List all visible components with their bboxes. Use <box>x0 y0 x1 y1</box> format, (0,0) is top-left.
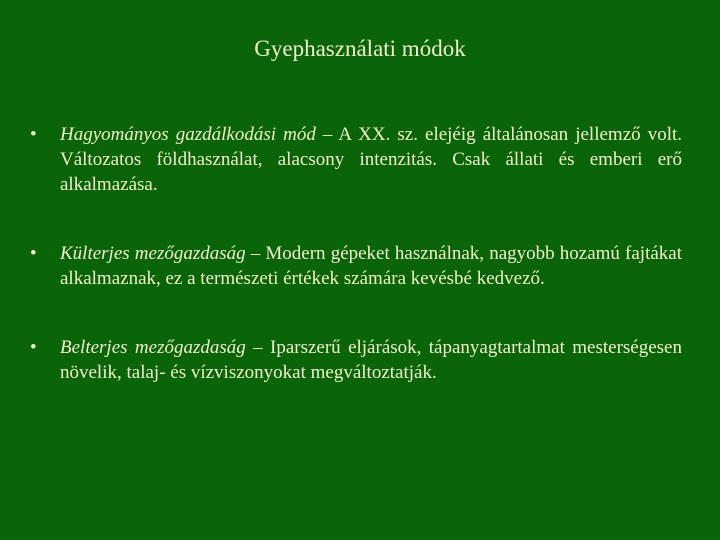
bullet-marker: • <box>30 243 37 264</box>
bullet-text: – A XX. sz. elejéig általánosan jellemző volt. Változatos földhasználat, alacsony intenzitás. Csak állati és emberi erő alkalmazása. <box>60 124 683 195</box>
bullet-text: – Iparszerű eljárások, tápanyagtartalmat mesterségesen növelik, talaj- és vízviszonyokat megváltoztatják. <box>60 337 682 383</box>
bullet-item-traditional <box>30 122 682 197</box>
bullet-list <box>30 122 682 429</box>
bullet-marker: • <box>30 337 37 358</box>
bullet-term: Külterjes mezőgazdaság <box>60 243 246 264</box>
bullet-item-intensive <box>30 335 682 385</box>
bullet-term: Belterjes mezőgazdaság <box>60 337 246 358</box>
bullet-item-extensive <box>30 241 682 291</box>
bullet-text: – Modern gépeket használnak, nagyobb hozamú fajtákat alkalmaznak, ez a természeti értékek számára kevésbé kedvező. <box>60 243 682 289</box>
bullet-marker: • <box>30 124 37 145</box>
bullet-term: Hagyományos gazdálkodási mód <box>60 124 316 145</box>
slide-title: Gyephasználati módok <box>254 36 466 61</box>
